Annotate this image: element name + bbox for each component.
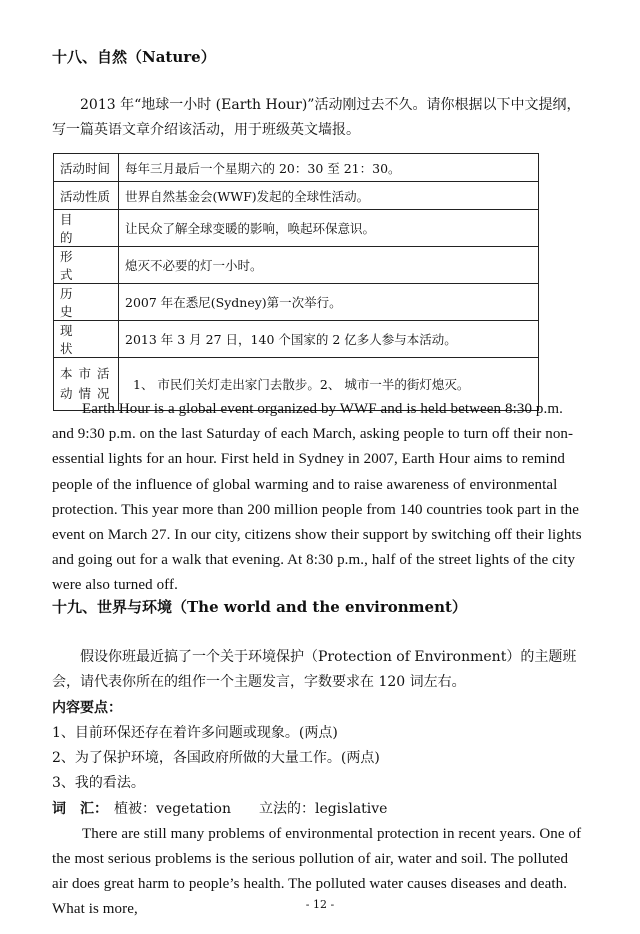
table-value: 1、 市民们关灯走出家门去散步。2、 城市一半的街灯熄灭。 bbox=[119, 358, 539, 411]
table-value: 2007 年在悉尼(Sydney)第一次举行。 bbox=[119, 284, 539, 321]
table-row bbox=[54, 154, 539, 182]
table-key: 活动性质 bbox=[54, 182, 119, 210]
table-key: 目的 bbox=[54, 210, 119, 247]
vocab-text: 植被：vegetation 立法的：legislative bbox=[114, 801, 388, 817]
table-key: 现状 bbox=[54, 321, 119, 358]
table-row bbox=[54, 321, 539, 358]
section-18-title: 十八、自然（Nature） bbox=[52, 48, 216, 66]
page-number: - 12 - bbox=[305, 898, 335, 911]
table-row bbox=[54, 284, 539, 321]
points-heading: 内容要点： bbox=[52, 700, 122, 716]
table-key: 历史 bbox=[54, 284, 119, 321]
table-value: 2013 年 3 月 27 日，140 个国家的 2 亿多人参与本活动。 bbox=[119, 321, 539, 358]
section-19-prompt: 假设你班最近搞了一个关于环境保护（Protection of Environment）的主题班会，请代表你所在的组作一个主题发言，字数要求在 120 词左右。 bbox=[52, 649, 577, 690]
table-key: 形式 bbox=[54, 247, 119, 284]
section-19-essay: There are still many problems of environmental protection in recent years. One of the most serious problems is the serious pollution of air, water and soil. The polluted air does great harm to people’s health. The polluted water causes diseases and death. What is more, bbox=[52, 826, 582, 917]
section-18-essay: Earth Hour is a global event organized by WWF and is held between 8:30 p.m. and 9:30 p.m. on the last Saturday of each March, asking people to turn off their non-essential lights for an hour. First held in Sydney in 2007, Earth Hour aims to remind people of the influence of global warming and to raise awareness of environmental protection. This year more than 200 million people from 140 countries took part in the event on March 27. In our city, citizens show their support by switching off their lights and going out for a walk that evening. At 8:30 p.m., half of the street lights of the city were also turned off. bbox=[52, 401, 582, 594]
section-18-prompt: 2013 年“地球一小时 (Earth Hour)”活动刚过去不久。请你根据以下中文提纲，写一篇英语文章介绍该活动，用于班级英文墙报。 bbox=[52, 97, 581, 138]
table-key: 本市活动情况 bbox=[60, 366, 116, 401]
list-item: 2、为了保护环境，各国政府所做的大量工作。(两点) bbox=[52, 750, 380, 766]
list-item: 3、我的看法。 bbox=[52, 775, 145, 791]
table-row bbox=[54, 247, 539, 284]
table-key: 活动时间 bbox=[54, 154, 119, 182]
table-value: 让民众了解全球变暖的影响，唤起环保意识。 bbox=[119, 210, 539, 247]
table-value: 每年三月最后一个星期六的 20：30 至 21：30。 bbox=[119, 154, 539, 182]
vocab-label: 词 汇： bbox=[52, 801, 108, 817]
vocab-line bbox=[52, 798, 387, 818]
table-value: 世界自然基金会(WWF)发起的全球性活动。 bbox=[119, 182, 539, 210]
earth-hour-info-table bbox=[53, 153, 539, 411]
table-row bbox=[54, 182, 539, 210]
list-item: 1、目前环保还存在着许多问题或现象。(两点) bbox=[52, 725, 338, 741]
table-value: 熄灭不必要的灯一小时。 bbox=[119, 247, 539, 284]
table-row bbox=[54, 210, 539, 247]
section-19-title: 十九、世界与环境（The world and the environment） bbox=[52, 598, 467, 616]
